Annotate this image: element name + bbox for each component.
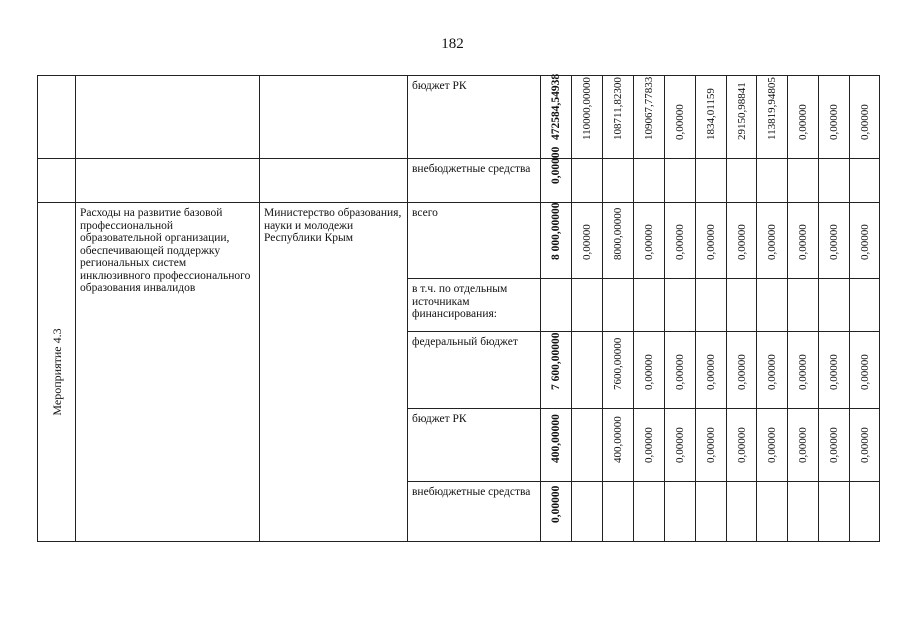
total-value: 400,00000 [549, 413, 562, 463]
value-cell [850, 203, 880, 279]
value-cell [634, 482, 665, 542]
measure-label: Мероприятие 4.3 [49, 328, 64, 416]
financing-table [37, 75, 880, 542]
source-cell: всего [408, 203, 541, 279]
source-cell: внебюджетные средства [408, 159, 541, 203]
value-cell [757, 332, 788, 409]
year-value: 0,00000 [827, 103, 840, 140]
table-row [38, 159, 880, 203]
value-cell [696, 409, 727, 482]
value-cell [788, 159, 819, 203]
total-cell [541, 482, 572, 542]
year-value: 1834,01159 [704, 87, 717, 140]
executor-cell-cont [260, 159, 408, 203]
source-cell: федеральный бюджет [408, 332, 541, 409]
value-cell [819, 203, 850, 279]
value-cell [850, 76, 880, 159]
year-value: 108711,82300 [611, 76, 624, 140]
value-cell [696, 279, 727, 332]
value-cell [572, 332, 603, 409]
year-value: 0,00000 [858, 223, 871, 260]
year-value: 0,00000 [796, 353, 809, 390]
source-cell: бюджет РК [408, 76, 541, 159]
value-cell [665, 159, 696, 203]
value-cell [665, 203, 696, 279]
value-cell [727, 203, 757, 279]
source-cell: бюджет РК [408, 409, 541, 482]
total-cell [541, 409, 572, 482]
year-value: 0,00000 [673, 103, 686, 140]
measure-executor: Министерство образования, науки и молодежи Республики Крым [260, 203, 408, 542]
value-cell [603, 203, 634, 279]
value-cell [850, 279, 880, 332]
value-cell [603, 482, 634, 542]
description-cell-cont [76, 76, 260, 159]
year-value: 0,00000 [642, 353, 655, 390]
year-value: 29150,98841 [735, 81, 748, 140]
year-value: 0,00000 [858, 353, 871, 390]
value-cell [788, 332, 819, 409]
value-cell [634, 409, 665, 482]
value-cell [727, 409, 757, 482]
year-value: 0,00000 [704, 353, 717, 390]
value-cell [788, 279, 819, 332]
value-cell [727, 279, 757, 332]
value-cell [727, 159, 757, 203]
year-value: 0,00000 [580, 223, 593, 260]
value-cell [757, 279, 788, 332]
year-value: 0,00000 [735, 223, 748, 260]
year-value: 109067,77833 [642, 76, 655, 140]
value-cell [603, 279, 634, 332]
year-value: 0,00000 [858, 426, 871, 463]
value-cell [634, 159, 665, 203]
total-value: 472584,54938 [549, 73, 562, 140]
total-value: 8 000,00000 [549, 202, 562, 260]
value-cell [757, 482, 788, 542]
measure-cell-cont [38, 76, 76, 159]
year-value: 110000,00000 [580, 76, 593, 140]
value-cell [788, 203, 819, 279]
value-cell [727, 332, 757, 409]
year-value: 0,00000 [642, 426, 655, 463]
total-value: 0,00000 [549, 146, 562, 184]
table-row [38, 203, 880, 279]
year-value: 0,00000 [827, 223, 840, 260]
page-number: 182 [441, 36, 464, 52]
value-cell [850, 159, 880, 203]
executor-cell-cont [260, 76, 408, 159]
value-cell [572, 203, 603, 279]
value-cell [819, 76, 850, 159]
value-cell [788, 409, 819, 482]
value-cell [757, 203, 788, 279]
value-cell [634, 203, 665, 279]
total-cell [541, 146, 572, 203]
year-value: 0,00000 [704, 426, 717, 463]
value-cell [665, 409, 696, 482]
value-cell [696, 76, 727, 159]
total-value: 0,00000 [549, 485, 562, 523]
value-cell [665, 279, 696, 332]
value-cell [665, 332, 696, 409]
total-cell [541, 203, 572, 279]
value-cell [665, 76, 696, 159]
value-cell [603, 76, 634, 159]
value-cell [634, 332, 665, 409]
year-value: 0,00000 [673, 223, 686, 260]
value-cell [696, 203, 727, 279]
value-cell [819, 409, 850, 482]
value-cell [665, 482, 696, 542]
year-value: 0,00000 [765, 426, 778, 463]
value-cell [757, 159, 788, 203]
value-cell [603, 409, 634, 482]
measure-label-cell [38, 203, 76, 542]
value-cell [757, 76, 788, 159]
value-cell [850, 482, 880, 542]
table-row [38, 76, 880, 159]
value-cell [788, 76, 819, 159]
year-value: 0,00000 [858, 103, 871, 140]
value-cell [572, 409, 603, 482]
measure-description: Расходы на развитие базовой профессиональной образовательной организации, обеспечивающей поддержку региональных систем инклюзивного профессионального образования инвалидов [76, 203, 260, 542]
total-cell [541, 279, 572, 332]
year-value: 0,00000 [827, 353, 840, 390]
total-value: 7 600,00000 [549, 332, 562, 390]
value-cell [572, 76, 603, 159]
value-cell [634, 279, 665, 332]
year-value: 0,00000 [673, 426, 686, 463]
value-cell [757, 409, 788, 482]
value-cell [572, 482, 603, 542]
table-body [38, 73, 880, 542]
year-value: 0,00000 [765, 353, 778, 390]
value-cell [696, 482, 727, 542]
value-cell [727, 482, 757, 542]
value-cell [819, 159, 850, 203]
year-value: 0,00000 [735, 353, 748, 390]
year-value: 7600,00000 [611, 337, 624, 390]
year-value: 0,00000 [827, 426, 840, 463]
value-cell [634, 76, 665, 159]
value-cell [850, 409, 880, 482]
year-value: 400,00000 [611, 415, 624, 463]
year-value: 0,00000 [796, 223, 809, 260]
value-cell [819, 332, 850, 409]
year-value: 0,00000 [796, 426, 809, 463]
source-cell: внебюджетные средства [408, 482, 541, 542]
description-cell-cont [76, 159, 260, 203]
value-cell [572, 279, 603, 332]
value-cell [603, 332, 634, 409]
value-cell [696, 159, 727, 203]
year-value: 0,00000 [642, 223, 655, 260]
total-cell [541, 332, 572, 409]
value-cell [788, 482, 819, 542]
year-value: 113819,94805 [765, 76, 778, 140]
year-value: 0,00000 [735, 426, 748, 463]
year-value: 0,00000 [704, 223, 717, 260]
source-cell: в т.ч. по отдельным источникам финансирования: [408, 279, 541, 332]
value-cell [572, 159, 603, 203]
value-cell [819, 279, 850, 332]
value-cell [727, 76, 757, 159]
value-cell [696, 332, 727, 409]
year-value: 0,00000 [796, 103, 809, 140]
year-value: 0,00000 [765, 223, 778, 260]
measure-cell-cont [38, 159, 76, 203]
year-value: 0,00000 [673, 353, 686, 390]
value-cell [819, 482, 850, 542]
value-cell [603, 159, 634, 203]
value-cell [850, 332, 880, 409]
year-value: 8000,00000 [611, 207, 624, 260]
